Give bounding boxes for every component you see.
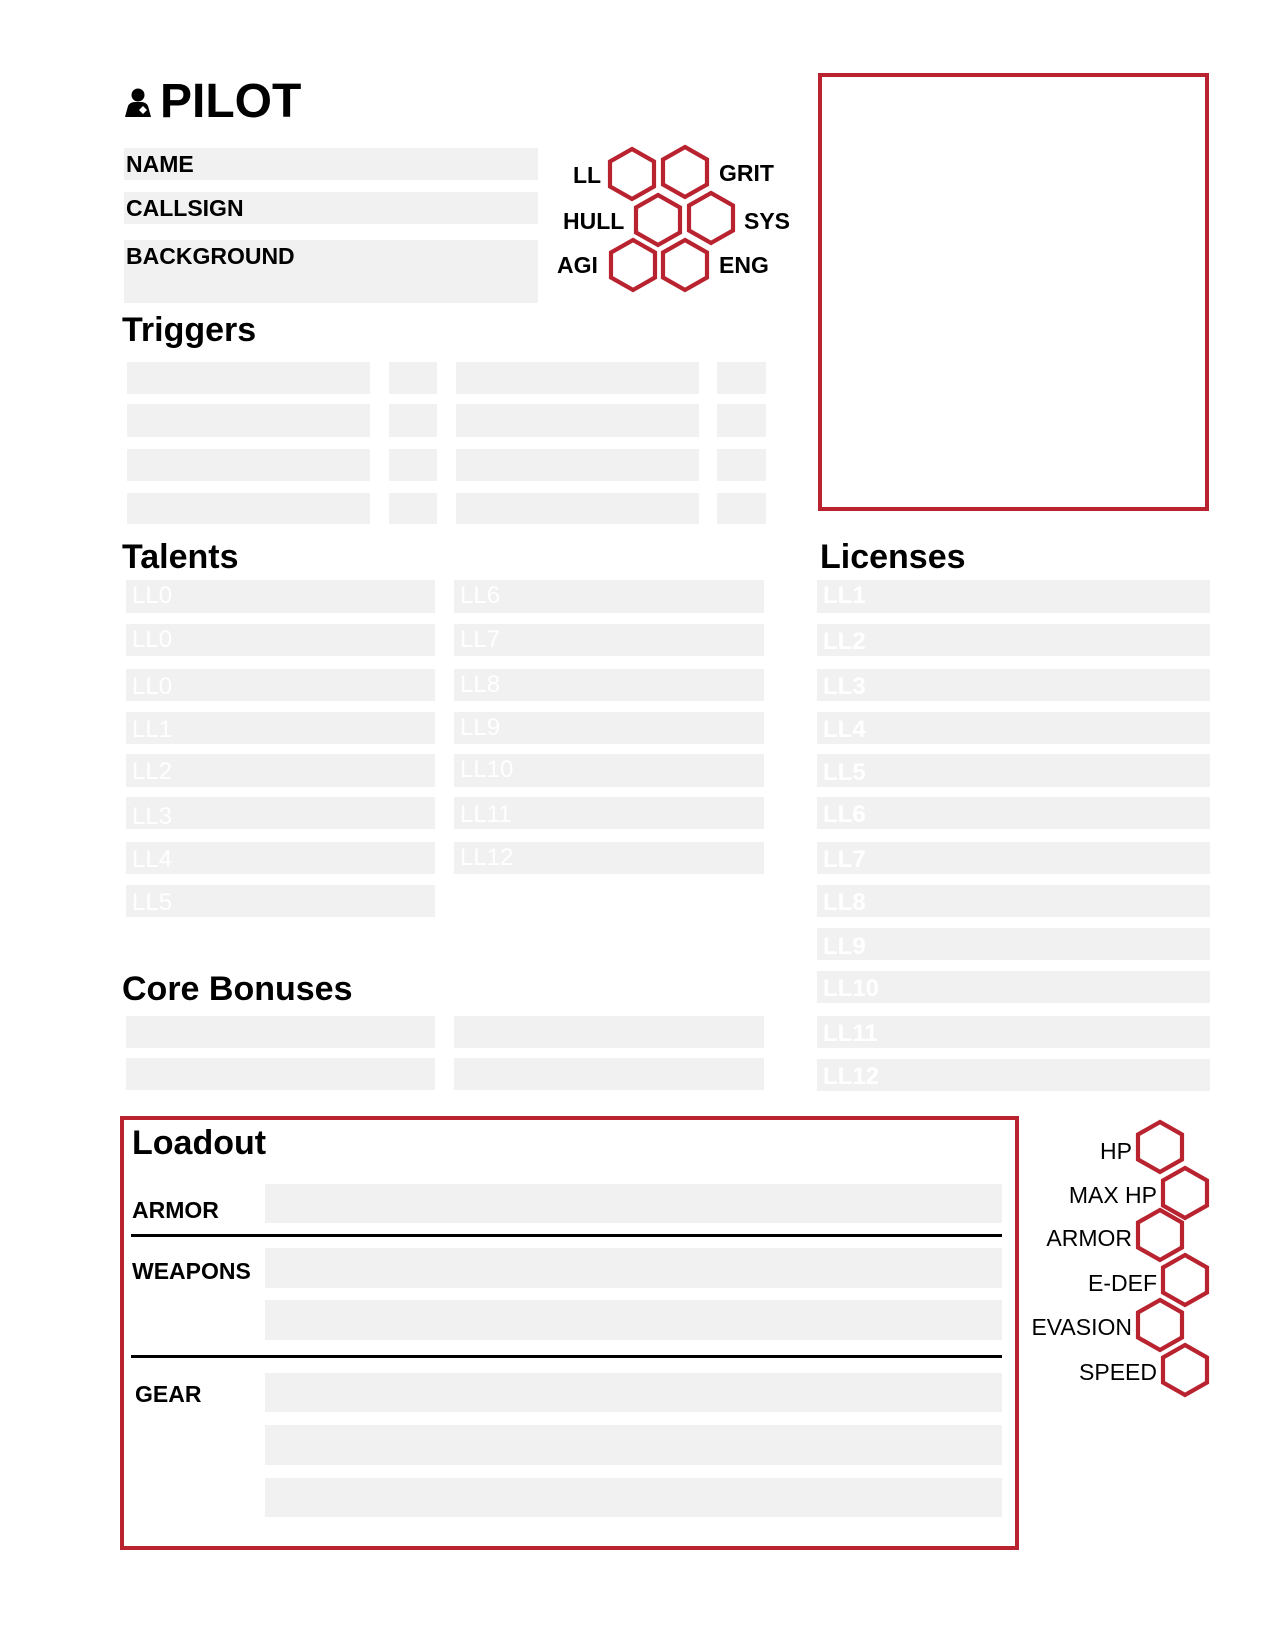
talent-slot[interactable] (126, 669, 435, 701)
talent-slot[interactable] (454, 669, 764, 701)
talent-ll-label: LL1 (132, 716, 173, 743)
talent-ll-label: LL10 (460, 756, 514, 783)
talent-slot[interactable] (454, 580, 764, 613)
core-bonus-slot[interactable] (454, 1016, 764, 1048)
armor-divider (131, 1234, 1002, 1237)
talent-ll-label: LL9 (460, 714, 501, 741)
core-bonus-slot[interactable] (454, 1058, 764, 1090)
license-slot[interactable] (817, 797, 1210, 829)
evasion-label: EVASION (1031, 1314, 1132, 1340)
trigger-rank-field[interactable] (389, 493, 437, 524)
armor-field[interactable] (265, 1184, 1002, 1223)
license-slot[interactable] (817, 971, 1210, 1003)
talent-ll-label: LL2 (132, 758, 173, 785)
talent-slot[interactable] (126, 754, 435, 787)
talents-heading: Talents (122, 538, 239, 576)
edef-label: E-DEF (1088, 1270, 1157, 1296)
core-bonuses-heading: Core Bonuses (122, 970, 353, 1008)
trigger-name-field[interactable] (456, 493, 699, 524)
armor-stat-label: ARMOR (1046, 1225, 1132, 1251)
talent-slot[interactable] (454, 754, 764, 787)
weapon-field[interactable] (265, 1300, 1002, 1340)
weapons-divider (131, 1355, 1002, 1358)
callsign-label: CALLSIGN (126, 195, 244, 221)
license-ll-label: LL10 (823, 975, 880, 1002)
sys-label: SYS (744, 208, 791, 234)
portrait-box[interactable] (818, 73, 1209, 511)
grit-label: GRIT (719, 160, 774, 186)
license-slot[interactable] (817, 1059, 1210, 1091)
license-ll-label: LL7 (823, 846, 866, 873)
talent-ll-label: LL0 (132, 582, 173, 609)
name-label: NAME (126, 151, 194, 177)
trigger-rank-field[interactable] (717, 362, 766, 394)
talent-ll-label: LL8 (460, 671, 501, 698)
license-slot[interactable] (817, 928, 1210, 960)
talent-ll-label: LL11 (460, 801, 512, 828)
trigger-rank-field[interactable] (717, 493, 766, 524)
trigger-name-field[interactable] (127, 362, 370, 394)
license-slot[interactable] (817, 580, 1210, 613)
license-ll-label: LL1 (823, 582, 866, 609)
agi-hex-input[interactable] (608, 237, 658, 293)
pilot-icon (122, 87, 154, 119)
trigger-name-field[interactable] (127, 404, 370, 437)
eng-hex-input[interactable] (660, 237, 710, 293)
talent-slot[interactable] (126, 712, 435, 744)
talent-slot[interactable] (454, 842, 764, 874)
talent-slot[interactable] (126, 580, 435, 613)
gear-field[interactable] (265, 1478, 1002, 1517)
license-slot[interactable] (817, 842, 1210, 874)
license-slot[interactable] (817, 624, 1210, 656)
talent-ll-label: LL7 (460, 626, 501, 653)
speed-label: SPEED (1079, 1359, 1157, 1385)
eng-label: ENG (719, 252, 769, 278)
trigger-name-field[interactable] (456, 449, 699, 481)
gear-field[interactable] (265, 1373, 1002, 1412)
triggers-heading: Triggers (122, 311, 257, 349)
loadout-armor-label: ARMOR (132, 1197, 219, 1223)
loadout-gear-label: GEAR (135, 1381, 202, 1407)
license-ll-label: LL4 (823, 716, 866, 743)
talent-ll-label: LL6 (460, 582, 501, 609)
license-slot[interactable] (817, 1016, 1210, 1048)
core-bonus-slot[interactable] (126, 1016, 435, 1048)
trigger-rank-field[interactable] (717, 449, 766, 481)
license-ll-label: LL6 (823, 801, 866, 828)
license-ll-label: LL3 (823, 673, 866, 700)
license-slot[interactable] (817, 712, 1210, 744)
talent-slot[interactable] (454, 712, 764, 744)
talent-slot[interactable] (126, 842, 435, 874)
talent-ll-label: LL5 (132, 889, 173, 916)
gear-field[interactable] (265, 1425, 1002, 1465)
license-slot[interactable] (817, 669, 1210, 701)
weapon-field[interactable] (265, 1248, 1002, 1288)
trigger-name-field[interactable] (127, 493, 370, 524)
license-slot[interactable] (817, 754, 1210, 787)
loadout-heading: Loadout (132, 1124, 267, 1162)
talent-ll-label: LL4 (132, 846, 173, 873)
name-field[interactable] (124, 148, 538, 180)
ll-label: LL (573, 162, 602, 188)
trigger-rank-field[interactable] (717, 404, 766, 437)
license-ll-label: LL2 (823, 628, 866, 655)
talent-slot[interactable] (126, 624, 435, 656)
max-hp-label: MAX HP (1068, 1182, 1157, 1208)
loadout-weapons-label: WEAPONS (132, 1258, 251, 1284)
core-bonus-slot[interactable] (126, 1058, 435, 1090)
hp-label: HP (1100, 1138, 1132, 1164)
talent-ll-label: LL3 (132, 803, 173, 830)
license-ll-label: LL5 (823, 759, 866, 786)
talent-ll-label: LL12 (460, 844, 514, 871)
licenses-heading: Licenses (820, 538, 966, 576)
license-ll-label: LL12 (823, 1063, 880, 1090)
license-slot[interactable] (817, 885, 1210, 917)
page-title: PILOT (160, 75, 302, 128)
license-ll-label: LL8 (823, 889, 866, 916)
trigger-rank-field[interactable] (389, 362, 437, 394)
license-ll-label: LL9 (823, 933, 866, 960)
license-ll-label: LL11 (823, 1020, 878, 1047)
trigger-name-field[interactable] (456, 404, 699, 437)
trigger-name-field[interactable] (456, 362, 699, 394)
speed-hex-input[interactable] (1160, 1342, 1210, 1398)
agi-label: AGI (557, 252, 598, 278)
talent-slot[interactable] (454, 624, 764, 656)
background-field[interactable] (124, 240, 538, 303)
hull-label: HULL (563, 208, 625, 234)
talent-ll-label: LL0 (132, 673, 173, 700)
talent-slot[interactable] (454, 797, 764, 829)
talent-ll-label: LL0 (132, 626, 173, 653)
trigger-rank-field[interactable] (389, 449, 437, 481)
talent-slot[interactable] (126, 797, 435, 829)
talent-slot[interactable] (126, 885, 435, 917)
callsign-field[interactable] (124, 192, 538, 224)
trigger-rank-field[interactable] (389, 404, 437, 437)
trigger-name-field[interactable] (127, 449, 370, 481)
background-label: BACKGROUND (126, 243, 295, 269)
